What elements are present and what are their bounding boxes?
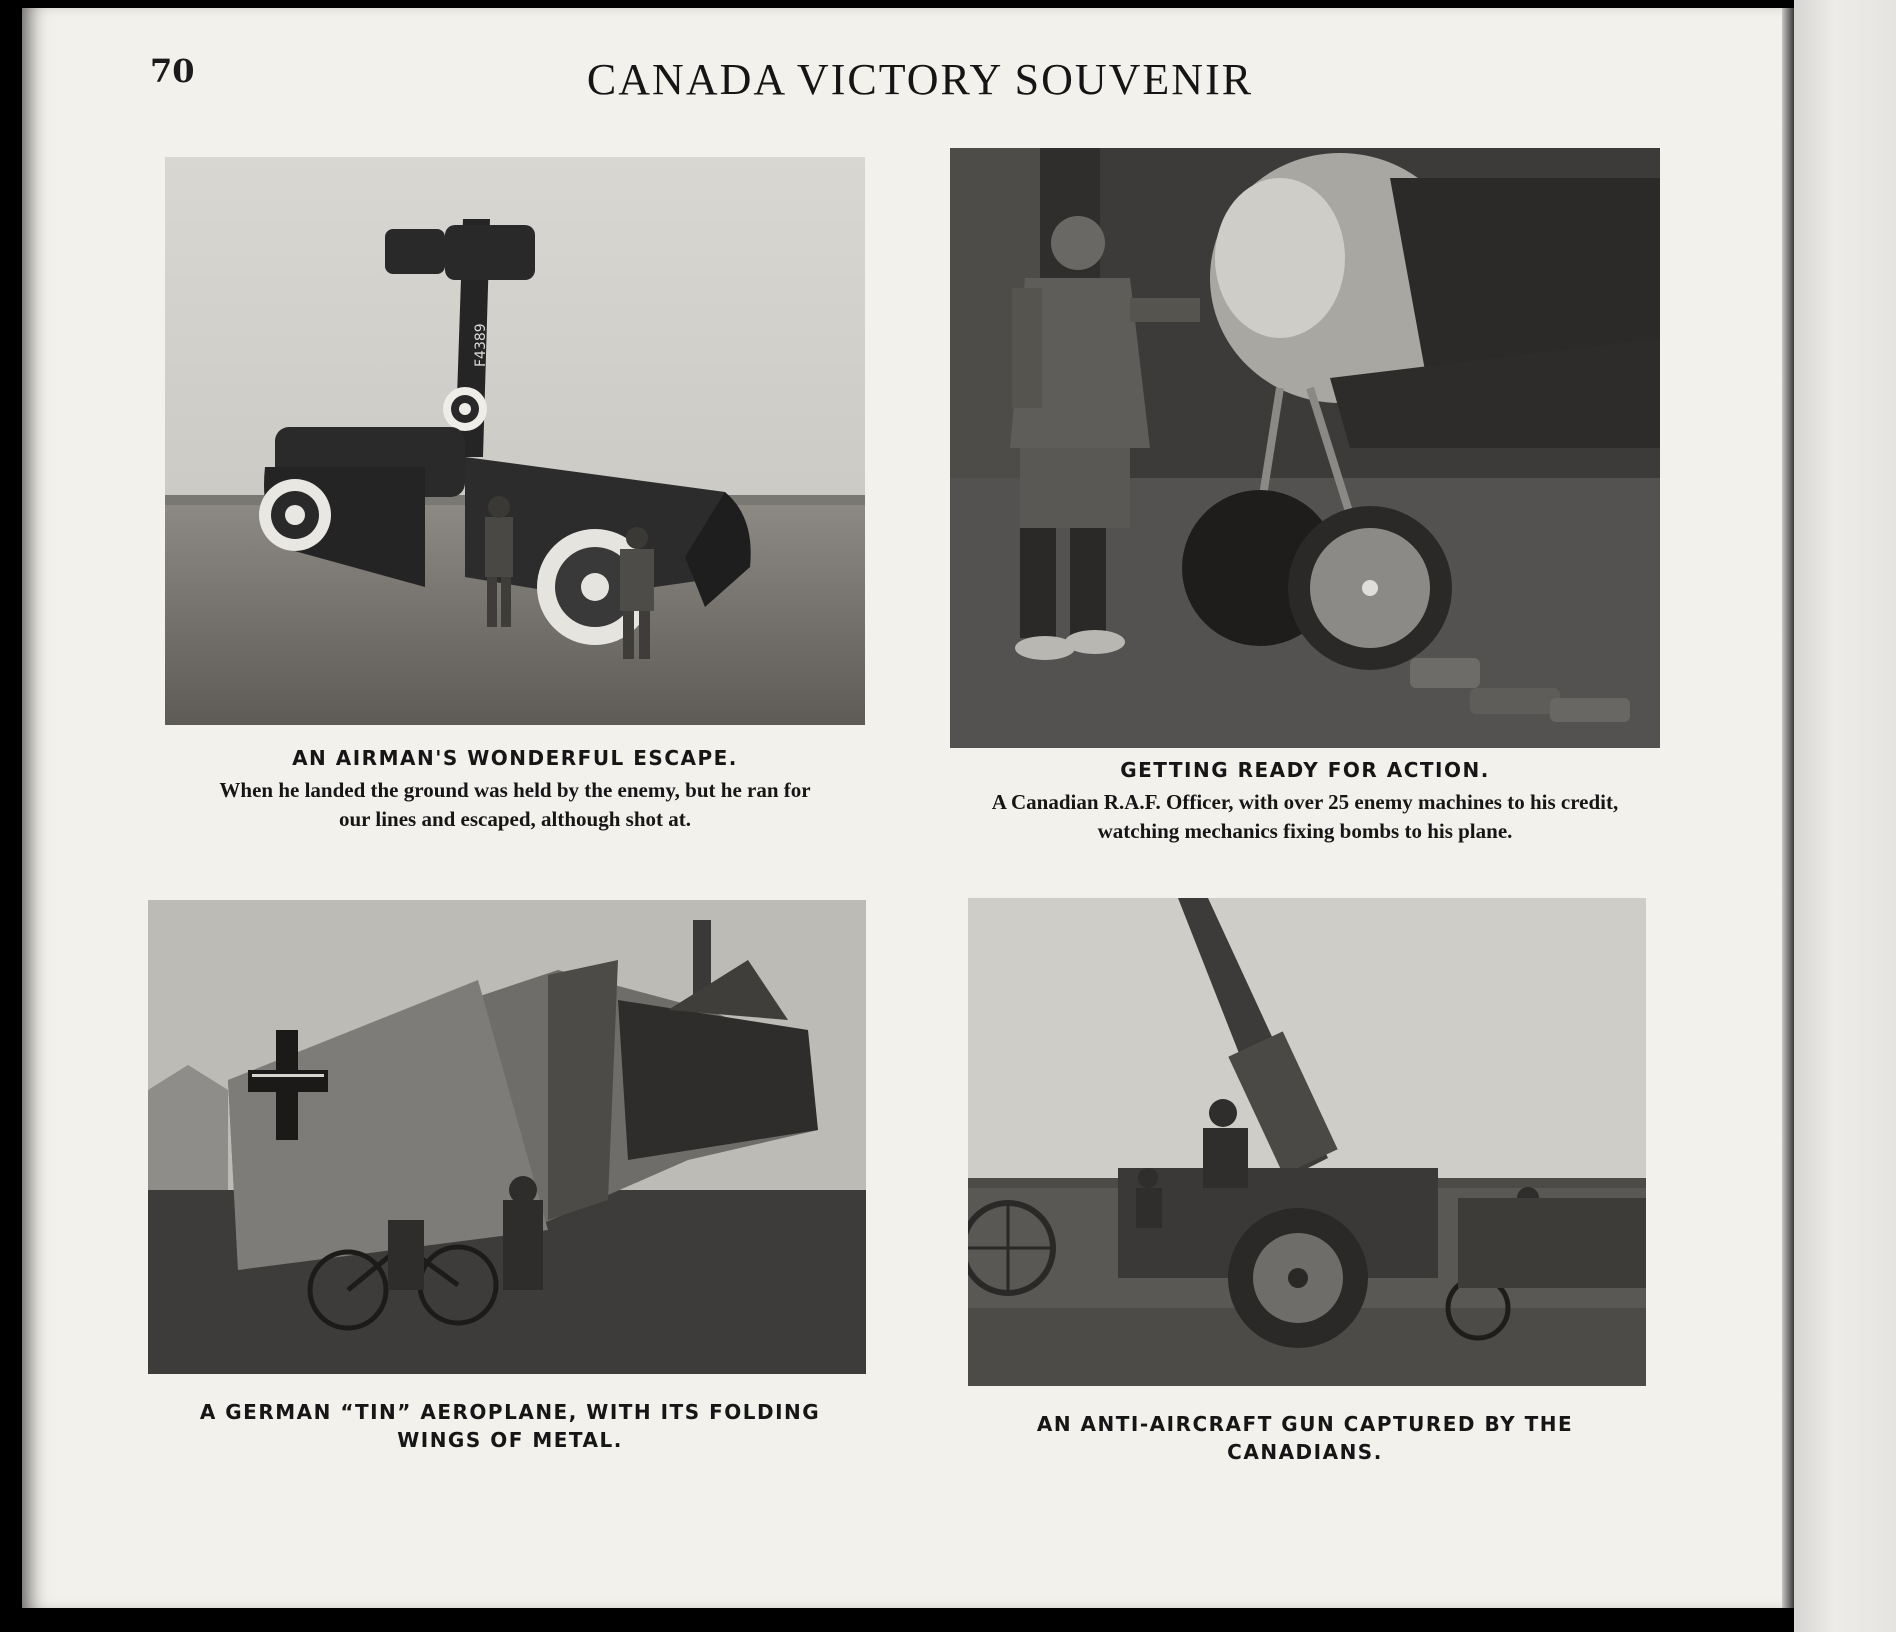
- tail-marking: F4389: [473, 323, 489, 367]
- caption-1: [150, 746, 880, 834]
- caption-4: [950, 1410, 1660, 1466]
- caption-3: [140, 1398, 880, 1454]
- caption-3-line-2: WINGS OF METAL.: [397, 1428, 623, 1452]
- caption-1-line-1: When he landed the ground was held by the enemy, but he ran for: [219, 778, 811, 802]
- photo-german-tin-aeroplane: [148, 900, 866, 1374]
- caption-2-line-1: A Canadian R.A.F. Officer, with over 25 enemy machines to his credit,: [991, 790, 1619, 814]
- caption-4-line-2: CANADIANS.: [1227, 1440, 1383, 1464]
- caption-2-title: GETTING READY FOR ACTION.: [1120, 758, 1490, 782]
- page-header: CANADA VICTORY SOUVENIR: [586, 55, 1254, 104]
- photo-crashed-biplane: [165, 157, 865, 725]
- caption-4-title: [950, 1410, 1660, 1466]
- book-page-right: [1794, 0, 1896, 1632]
- caption-3-line-1: A GERMAN “TIN” AEROPLANE, WITH ITS FOLDING: [199, 1400, 821, 1424]
- caption-1-line-2: our lines and escaped, although shot at.: [338, 807, 692, 831]
- page-number: 70: [150, 52, 195, 90]
- photo-anti-aircraft-gun: [968, 898, 1646, 1386]
- caption-4-line-1: AN ANTI-AIRCRAFT GUN CAPTURED BY THE: [1036, 1412, 1574, 1436]
- caption-1-desc: [150, 776, 880, 834]
- photo-officer-and-plane: [950, 148, 1660, 748]
- caption-2: [925, 758, 1685, 846]
- book-gutter: [1782, 8, 1794, 1608]
- caption-3-title: [140, 1398, 880, 1454]
- caption-1-title: AN AIRMAN'S WONDERFUL ESCAPE.: [292, 746, 738, 770]
- caption-2-line-2: watching mechanics fixing bombs to his plane.: [1097, 819, 1513, 843]
- caption-2-desc: [925, 788, 1685, 846]
